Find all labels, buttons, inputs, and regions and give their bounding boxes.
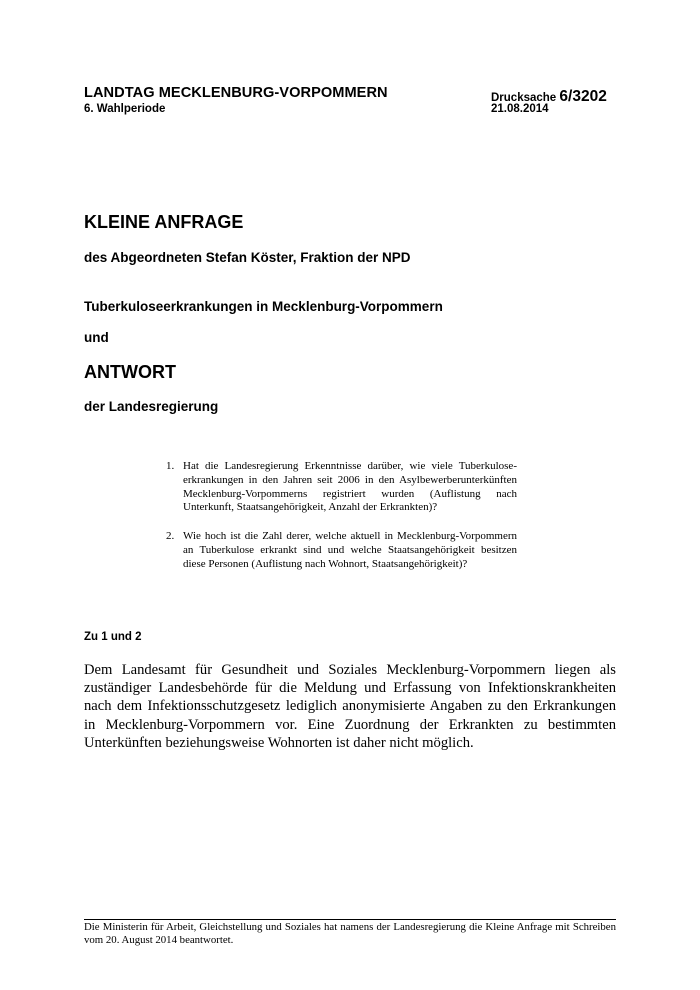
parliament-name: LANDTAG MECKLENBURG-VORPOMMERN [84,85,388,101]
document-date: 21.08.2014 [491,103,549,115]
answer-heading: Zu 1 und 2 [84,631,142,643]
title-kleine-anfrage: KLEINE ANFRAGE [84,212,244,232]
title-antwort: ANTWORT [84,362,176,382]
answer-body: Dem Landesamt für Gesundheit und Soziales Mecklenburg-Vorpommern liegen als zuständiger Landesbehörde für die Meldung und Erfassung von Infektionskrankheiten nach dem Infektionsschutzgesetz lediglich anonymisierte Angaben zu den Erkrankungen in Mecklenburg-Vorpommern vor. Eine Zuordnung der Erkrankten zu bestimmten Unterkünften beziehungsweise Wohnorten ist daher nicht möglich. [84,662,616,751]
document-label: Drucksache [491,92,557,104]
subject-line: Tuberkuloseerkrankungen in Mecklenburg-Vorpommern [84,299,443,314]
question-number: 2. [166,530,175,542]
asker-line: des Abgeordneten Stefan Köster, Fraktion der NPD [84,250,411,265]
footnote-divider [84,919,616,920]
question-2 [166,530,517,571]
question-number: 1. [166,460,175,472]
document-number: 6/3202 [559,88,607,105]
footnote: Die Ministerin für Arbeit, Gleichstellung und Soziales hat namens der Landesregierung die Kleine Anfrage mit Schreiben vom 20. August 2014 beantwortet. [84,921,616,947]
responder-line: der Landesregierung [84,399,219,414]
conjunction: und [84,330,109,345]
electoral-period: 6. Wahlperiode [84,103,166,115]
question-text: Hat die Landesregierung Erkenntnisse darüber, wie viele Tuberkuloseerkrankungen in den Jahren seit 2006 in den Asylbewerberunterkünften Mecklenburg-Vorpommerns registriert wurden (Auflistung nach Unterkunft, Staatsangehörigkeit, Anzahl der Erkrankten)? [183,460,517,514]
question-1 [166,460,517,515]
question-text: Wie hoch ist die Zahl derer, welche aktuell in Mecklenburg-Vorpommern an Tuberkulose erkrankt sind und welche Staatsangehörigkeit besitzen diese Personen (Auflistung nach Wohnort, Staatsangehörigkeit)? [183,530,517,570]
